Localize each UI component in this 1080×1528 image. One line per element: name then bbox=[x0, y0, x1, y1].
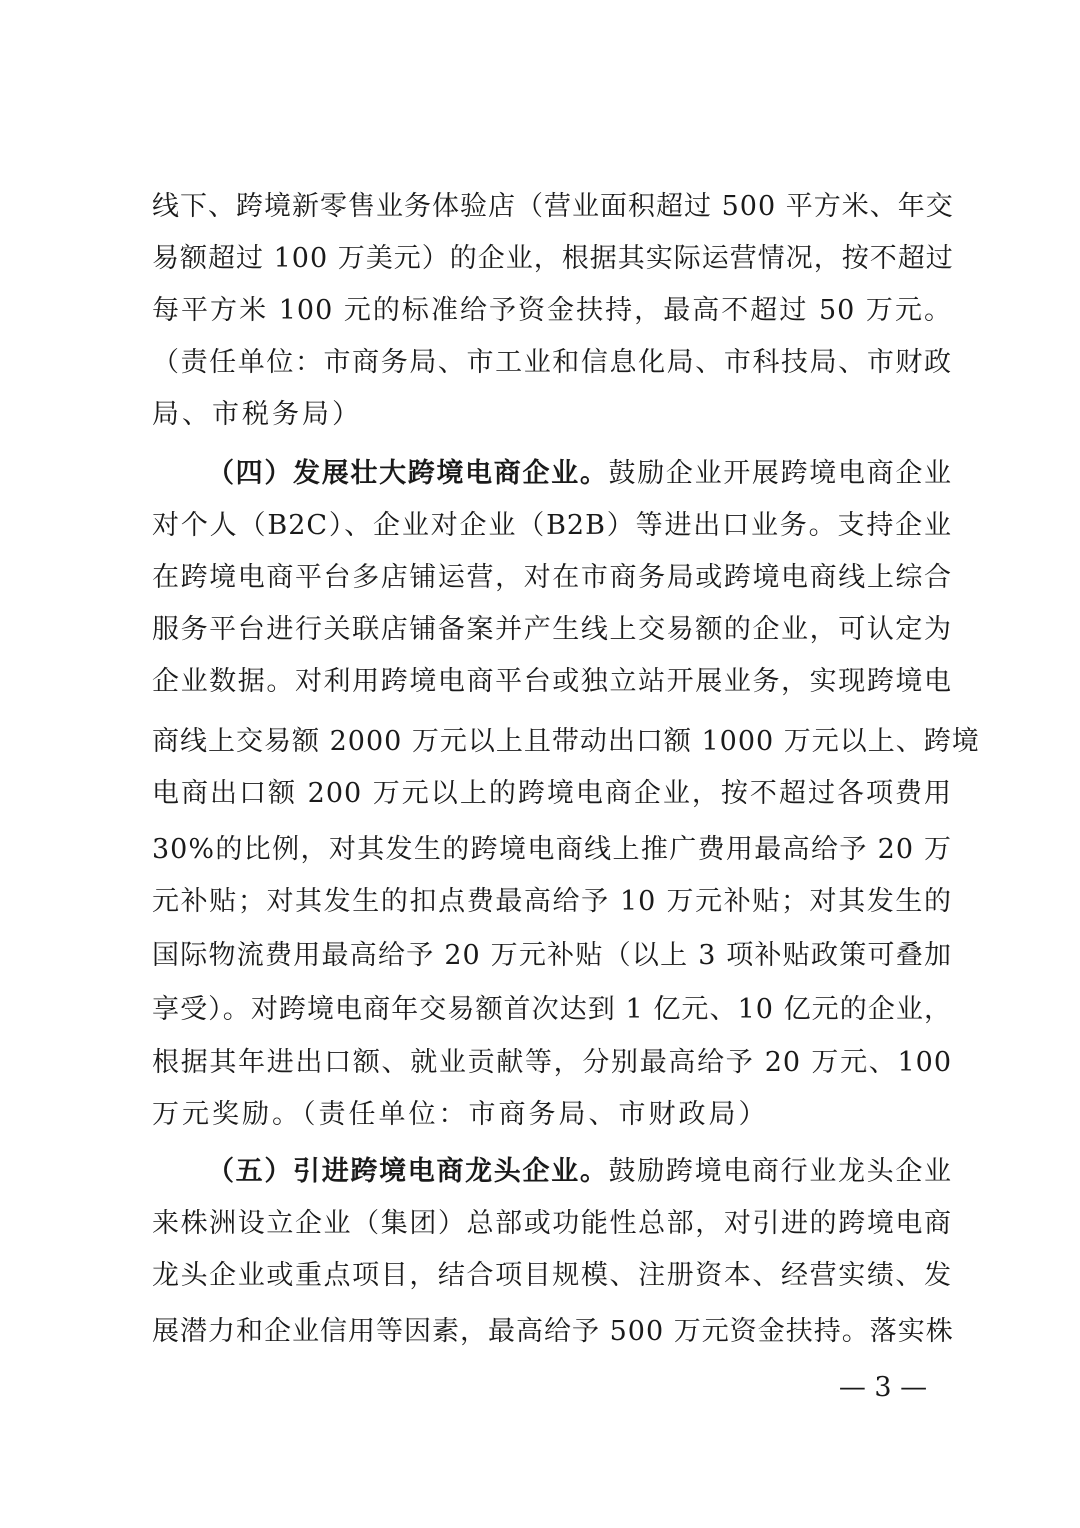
section-heading-rest: 鼓励跨境电商行业龙头企业 bbox=[608, 1156, 953, 1187]
paragraph-line: 企业数据。对利用跨境电商平台或独立站开展业务，实现跨境电 bbox=[152, 666, 952, 697]
paragraph-line: 每平方米 100 元的标准给予资金扶持，最高不超过 50 万元。 bbox=[152, 295, 952, 326]
paragraph-line: 易额超过 100 万美元）的企业，根据其实际运营情况，按不超过 bbox=[152, 243, 954, 274]
section-heading-line bbox=[207, 448, 952, 500]
section-heading: （四）发展壮大跨境电商企业。 bbox=[207, 458, 609, 489]
paragraph-line: 对个人（B2C）、企业对企业（B2B）等进出口业务。支持企业 bbox=[152, 510, 952, 541]
paragraph-line: 服务平台进行关联店铺备案并产生线上交易额的企业，可认定为 bbox=[152, 614, 952, 645]
paragraph-line: 30%的比例，对其发生的跨境电商线上推广费用最高给予 20 万 bbox=[152, 834, 952, 865]
section-heading-rest: 鼓励企业开展跨境电商企业 bbox=[608, 458, 953, 489]
paragraph-line: 局、市税务局） bbox=[152, 399, 362, 430]
section-heading: （五）引进跨境电商龙头企业。 bbox=[207, 1156, 609, 1187]
paragraph-line: 线下、跨境新零售业务体验店（营业面积超过 500 平方米、年交 bbox=[152, 191, 954, 222]
paragraph-line: 商线上交易额 2000 万元以上且带动出口额 1000 万元以上、跨境 bbox=[152, 726, 980, 757]
paragraph-line: （责任单位：市商务局、市工业和信息化局、市科技局、市财政 bbox=[152, 347, 952, 378]
paragraph-line: 电商出口额 200 万元以上的跨境电商企业，按不超过各项费用 bbox=[152, 778, 952, 809]
paragraph-line: 展潜力和企业信用等因素，最高给予 500 万元资金扶持。落实株 bbox=[152, 1316, 954, 1347]
paragraph-line: 享受）。对跨境电商年交易额首次达到 1 亿元、10 亿元的企业， bbox=[152, 994, 952, 1025]
page-number: — 3 — bbox=[838, 1372, 928, 1403]
paragraph-line: 根据其年进出口额、就业贡献等，分别最高给予 20 万元、100 bbox=[152, 1047, 952, 1078]
section-heading-line bbox=[207, 1146, 952, 1198]
paragraph-line: 在跨境电商平台多店铺运营，对在市商务局或跨境电商线上综合 bbox=[152, 562, 952, 593]
paragraph-line: 龙头企业或重点项目，结合项目规模、注册资本、经营实绩、发 bbox=[152, 1260, 952, 1291]
paragraph-line: 元补贴；对其发生的扣点费最高给予 10 万元补贴；对其发生的 bbox=[152, 886, 952, 917]
paragraph-line: 国际物流费用最高给予 20 万元补贴（以上 3 项补贴政策可叠加 bbox=[152, 940, 952, 971]
paragraph-line: 来株洲设立企业（集团）总部或功能性总部，对引进的跨境电商 bbox=[152, 1208, 952, 1239]
paragraph-line: 万元奖励。（责任单位：市商务局、市财政局） bbox=[152, 1099, 769, 1130]
